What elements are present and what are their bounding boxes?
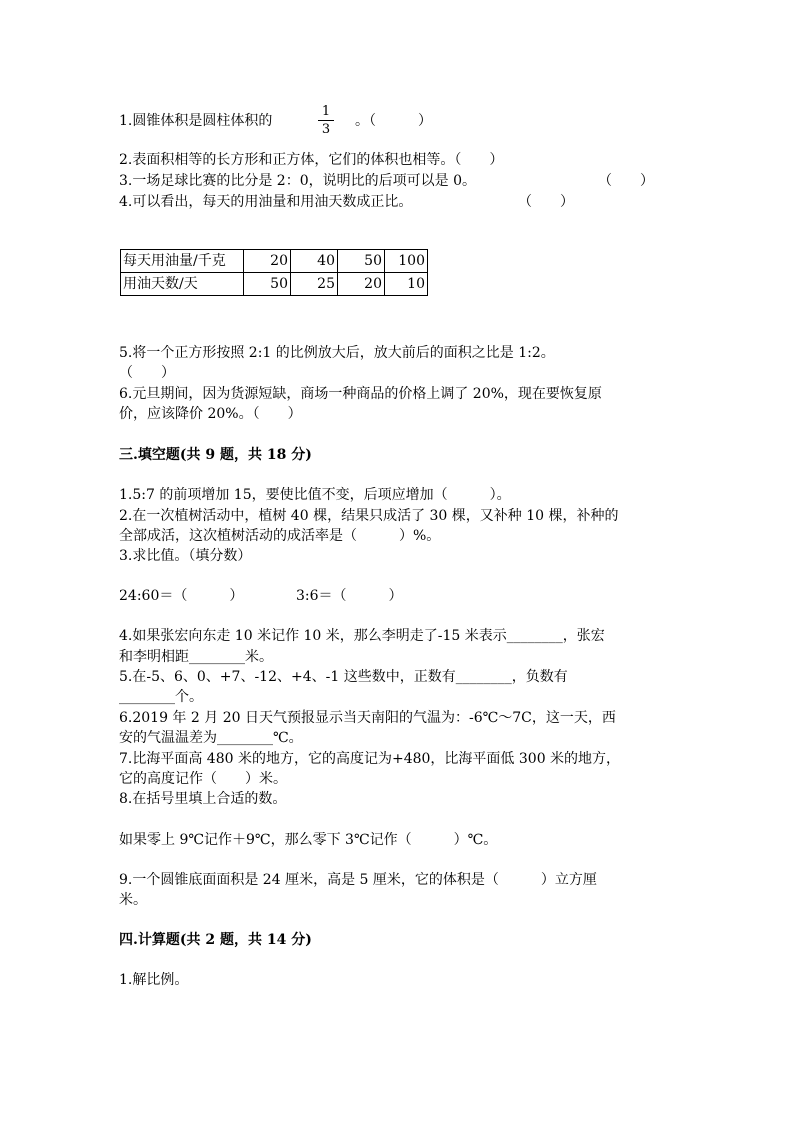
table-cell: 25 (291, 273, 338, 296)
fill-question-7-line-2: 它的高度记作（ ）米。 (119, 771, 287, 787)
fill-question-6-line-2: 安的气温温差为________℃。 (119, 730, 303, 746)
fill-question-3: 3.求比值。（填分数） (119, 548, 252, 564)
fraction-numerator: 1 (321, 104, 331, 119)
fill-question-1: 1.5:7 的前项增加 15，要使比值不变，后项应增加（ ）。 (119, 487, 511, 503)
question-5: 5.将一个正方形按照 2:1 的比例放大后，放大前后的面积之比是 1:2。 (119, 345, 555, 361)
table-row (121, 250, 428, 273)
question-1-suffix: 。（ ） (355, 113, 432, 129)
question-4-answer-paren: （ ） (518, 194, 574, 210)
question-3: 3.一场足球比赛的比分是 2：0，说明比的后项可以是 0。 (119, 173, 476, 189)
table-cell: 100 (385, 250, 428, 273)
table-cell: 20 (244, 250, 291, 273)
section-heading-fill: 三.填空题(共 9 题，共 18 分) (119, 447, 312, 463)
fill-question-5-line-2: ________个。 (119, 689, 203, 705)
fill-question-6-line-1: 6.2019 年 2 月 20 日天气预报显示当天南阳的气温为：-6℃～7C，这一天，西 (119, 710, 616, 726)
question-2: 2.表面积相等的长方形和正方体，它们的体积也相等。（ ） (119, 152, 504, 168)
fraction-one-third (318, 104, 334, 137)
table-cell: 10 (385, 273, 428, 296)
fill-question-4-line-1: 4.如果张宏向东走 10 米记作 10 米，那么李明走了-15 米表示________，张宏 (119, 628, 605, 644)
table-cell: 40 (291, 250, 338, 273)
fill-question-3-a: 24:60＝（ ） (119, 588, 244, 604)
calc-question-1: 1.解比例。 (119, 972, 189, 988)
table-row-label: 用油天数/天 (121, 273, 244, 296)
section-heading-calc: 四.计算题(共 2 题，共 14 分) (119, 932, 312, 948)
table-row-label: 每天用油量/千克 (121, 250, 244, 273)
fill-question-8-sub: 如果零上 9℃记作＋9℃，那么零下 3℃记作（ ）℃。 (119, 832, 498, 848)
fill-question-2-line-1: 2.在一次植树活动中，植树 40 棵，结果只成活了 30 棵，又补种 10 棵，补种的 (119, 508, 619, 524)
question-4: 4.可以看出，每天的用油量和用油天数成正比。 (119, 194, 413, 210)
question-3-answer-paren: （ ） (598, 173, 654, 189)
question-1 (119, 111, 272, 131)
table-row (121, 273, 428, 296)
fraction-bar (318, 120, 334, 121)
fill-question-9-line-2: 米。 (119, 892, 147, 908)
question-5-answer-paren: （ ） (119, 365, 175, 381)
question-6-line-2: 价，应该降价 20%。（ ） (119, 406, 302, 422)
fill-question-2-line-2: 全部成活，这次植树活动的成活率是（ ）%。 (119, 528, 441, 544)
fill-question-8: 8.在括号里填上合适的数。 (119, 791, 287, 807)
fill-question-3-b: 3:6＝（ ） (296, 588, 403, 604)
table-cell: 50 (244, 273, 291, 296)
fraction-denominator: 3 (321, 122, 331, 137)
table-cell: 50 (338, 250, 385, 273)
question-1-prefix: 1.圆锥体积是圆柱体积的 (119, 113, 273, 129)
fill-question-9-line-1: 9.一个圆锥底面面积是 24 厘米，高是 5 厘米，它的体积是（ ）立方厘 (119, 872, 597, 888)
fill-question-7-line-1: 7.比海平面高 480 米的地方，它的高度记为+480，比海平面低 300 米的地方， (119, 751, 621, 767)
question-6-line-1: 6.元旦期间，因为货源短缺，商场一种商品的价格上调了 20%，现在要恢复原 (119, 386, 602, 402)
fill-question-4-line-2: 和李明相距________米。 (119, 649, 273, 665)
fill-question-5-line-1: 5.在-5、6、0、+7、-12、+4、-1 这些数中，正数有________，负数有 (119, 669, 568, 685)
oil-usage-table (120, 249, 428, 296)
table-cell: 20 (338, 273, 385, 296)
